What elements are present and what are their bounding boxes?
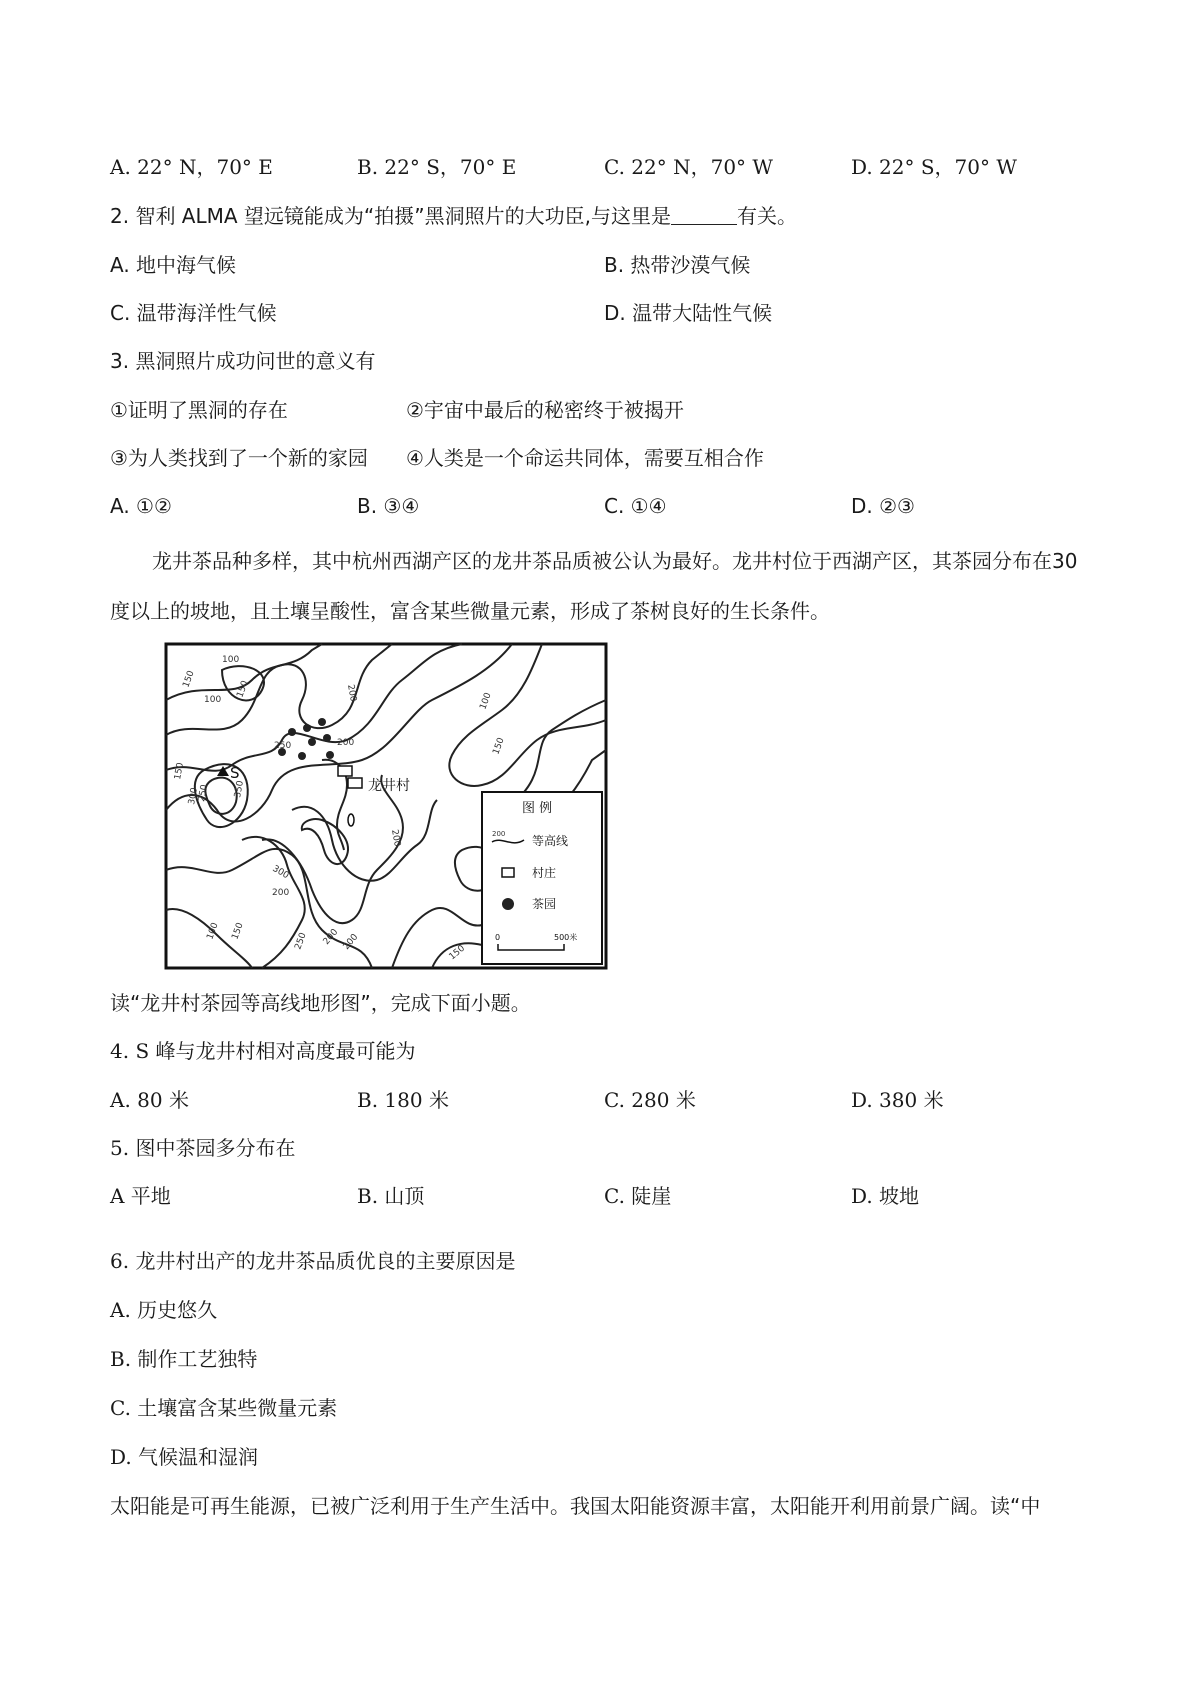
contour-label: 200: [321, 927, 341, 947]
contour-label: 200: [345, 683, 358, 703]
q2-option-b: B. 热带沙漠气候: [604, 253, 751, 277]
contour-label: 100: [478, 691, 494, 712]
q6-option-d: D. 气候温和湿润: [110, 1445, 259, 1469]
tea-garden-icon: [303, 724, 311, 732]
contour-label: 100: [204, 695, 222, 705]
q5-stem: 5. 图中茶园多分布在: [110, 1136, 296, 1160]
legend-village-label: 村庄: [532, 866, 557, 880]
village-icon: [338, 766, 352, 776]
q5-option-d: D. 坡地: [851, 1184, 920, 1208]
legend-title: 图 例: [522, 801, 553, 816]
tea-garden-icon: [318, 718, 326, 726]
contour-label: 250: [293, 931, 309, 952]
legend-contour-value: 200: [492, 830, 506, 838]
contour-label: 350: [233, 779, 246, 799]
contour-label: 150: [447, 943, 468, 963]
q4-option-a: A. 80 米: [110, 1088, 189, 1112]
contour-label: 100: [205, 921, 221, 942]
q6-option-c: C. 土壤富含某些微量元素: [110, 1396, 338, 1420]
tea-garden-icon: [326, 751, 334, 759]
q1-option-b: B. 22° S，70° E: [357, 155, 517, 179]
village-icon: [348, 778, 362, 788]
q6-option-b: B. 制作工艺独特: [110, 1347, 258, 1371]
contour-label: 150: [235, 679, 251, 700]
read-instruction: 读“龙井村茶园等高线地形图”，完成下面小题。: [110, 991, 531, 1015]
q2-option-d: D. 温带大陆性气候: [604, 301, 773, 325]
q4-option-d: D. 380 米: [851, 1088, 944, 1112]
passage-solar: 太阳能是可再生能源，已被广泛利用于生产生活中。我国太阳能资源丰富，太阳能开利用前景广阔。读“中: [110, 1494, 1041, 1518]
contour-label: 200: [272, 888, 290, 898]
legend-tea-icon: [502, 898, 514, 910]
q2-stem-before: 2. 智利 ALMA 望远镜能成为“拍摄”黑洞照片的大功臣,与这里是: [110, 204, 671, 228]
contour-label: 200: [341, 932, 361, 952]
q4-option-b: B. 180 米: [357, 1088, 449, 1112]
q4-stem: 4. S 峰与龙井村相对高度最可能为: [110, 1039, 416, 1063]
q1-option-d: D. 22° S，70° W: [851, 155, 1017, 179]
passage-longjing: 龙井茶品种多样，其中杭州西湖产区的龙井茶品质被公认为最好。龙井村位于西湖产区，其茶园分布在30 度以上的坡地，且土壤呈酸性，富含某些微量元素，形成了茶树良好的生长条件。: [110, 549, 1078, 623]
tea-garden-icon: [323, 734, 331, 742]
q3-option-d: D. ②③: [851, 494, 915, 518]
q1-option-a: A. 22° N，70° E: [110, 155, 273, 179]
q5-option-c: C. 陡崖: [604, 1184, 672, 1208]
legend-contour-label: 等高线: [532, 834, 569, 848]
q3-option-a: A. ①②: [110, 494, 172, 518]
q6-option-a: A. 历史悠久: [110, 1298, 218, 1322]
contour-label: 150: [173, 761, 186, 781]
q2-option-a: A. 地中海气候: [110, 253, 237, 277]
contour-label: 200: [389, 828, 402, 848]
scale-end: 500米: [554, 933, 578, 942]
q6-stem: 6. 龙井村出产的龙井茶品质优良的主要原因是: [110, 1249, 516, 1273]
contour-label: 100: [222, 655, 240, 665]
q3-statement-1: ①证明了黑洞的存在: [110, 398, 288, 422]
q2-option-c: C. 温带海洋性气候: [110, 301, 277, 325]
q2-stem-after: 有关。: [737, 204, 797, 228]
contour-label: 150: [230, 921, 246, 942]
q3-stem: 3. 黑洞照片成功问世的意义有: [110, 349, 376, 373]
tea-garden-icon: [308, 738, 316, 746]
q5-option-a: A 平地: [110, 1184, 171, 1208]
contour-label: 300: [270, 863, 291, 882]
contour-map: [162, 640, 612, 974]
tea-garden-icon: [288, 728, 296, 736]
legend-village-icon: [502, 868, 514, 877]
contour-label: 150: [491, 736, 507, 757]
q3-statement-3: ③为人类找到了一个新的家园: [110, 446, 368, 470]
q1-option-c: C. 22° N，70° W: [604, 155, 773, 179]
contour-label: 300: [187, 786, 200, 806]
tea-garden-icon: [298, 752, 306, 760]
q3-option-c: C. ①④: [604, 494, 667, 518]
q3-option-b: B. ③④: [357, 494, 420, 518]
scale-start: 0: [495, 933, 501, 942]
contour-label: 250: [274, 741, 292, 751]
peak-label: S: [230, 764, 240, 782]
q3-statement-4: ④人类是一个命运共同体，需要互相合作: [406, 446, 764, 470]
answer-blank: [671, 204, 737, 225]
legend-tea-label: 茶园: [532, 897, 557, 911]
q3-statement-2: ②宇宙中最后的秘密终于被揭开: [406, 398, 684, 422]
q5-option-b: B. 山顶: [357, 1184, 425, 1208]
map-legend: [482, 792, 602, 964]
q4-option-c: C. 280 米: [604, 1088, 696, 1112]
q2-stem: [110, 201, 797, 231]
contour-label: 200: [337, 738, 355, 748]
contour-label: 250: [197, 783, 210, 803]
contour-label: 150: [181, 669, 197, 690]
village-label: 龙井村: [368, 778, 410, 794]
